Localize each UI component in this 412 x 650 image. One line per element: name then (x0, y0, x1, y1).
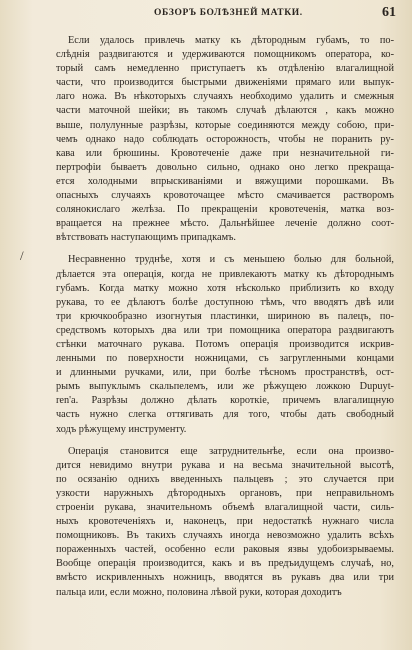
body-text (56, 34, 394, 600)
paragraph-gap (56, 245, 394, 253)
text-line: торый самъ немедленно приступаетъ къ отдѣленію влагалищной (56, 63, 394, 75)
text-line: ныхъ кровотеченіяхъ и, наконецъ, при недостаткѣ нужнаго числа (56, 516, 394, 528)
text-line: пальца или, если можно, половина лѣвой руки, которая доходитъ (56, 586, 342, 598)
text-line: дится невидимо внутри рукава и на весьма значительной высотѣ, (56, 459, 394, 471)
running-title: ОБЗОРЪ БОЛѢЗНЕЙ МАТКИ. (154, 8, 303, 18)
text-line: стѣнки маточнаго рукава. Потомъ операція производится искрив- (56, 338, 394, 350)
text-line: части, что производится быстрыми движеніями прямаго или выпук- (56, 77, 394, 89)
text-line: вмѣсто искривленныхъ ножницъ, вводятся въ рукавъ два или три (56, 572, 394, 584)
text-line: Вообще операція производится, какъ и въ предъидущемъ случаѣ, но, (56, 558, 394, 570)
text-line: лаго ножа. Въ нѣкоторыхъ случаяхъ необходимо удалить и смежныя (56, 91, 394, 103)
text-line: по осязанію однихъ введенныхъ пальцевъ ; это случается при (56, 473, 394, 485)
text-line: вѣтствовать наступающимъ припадкамъ. (56, 232, 236, 244)
text-line: части маточной шейки; въ такомъ случаѣ дѣлаются , какъ можно (56, 105, 394, 117)
text-line: помощниковъ. Въ такихъ случаяхъ иногда невозможно удалить всѣхъ (56, 530, 394, 542)
paragraph (56, 34, 394, 245)
text-line: ren'а. Разрѣзы должно дѣлать короткіе, причемъ влагалищную (56, 395, 394, 407)
paragraph-gap (56, 437, 394, 445)
running-header (56, 6, 404, 22)
text-line: средствомъ которыхъ два или три помощника оператора раздвигаютъ (56, 324, 394, 336)
text-line: солянокислаго желѣза. По прекращеніи кровотеченія, матка воз- (56, 204, 394, 216)
paragraph (56, 253, 394, 436)
text-line: вращается на прежнее мѣсто. Дальнѣйшее леченіе должно соот- (56, 218, 394, 230)
text-line: строеніи рукава, значительномъ объемѣ влагалищной части, силь- (56, 502, 394, 513)
text-line: губамъ. Когда матку можно хотя нѣсколько приблизить ко входу (56, 282, 394, 294)
margin-pencil-mark: / (20, 248, 24, 263)
text-line: ется холодными впрыскиваніями и вяжущими порошками. Въ (56, 175, 394, 187)
text-line: опасныхъ случаяхъ кровоточащее мѣсто смачивается растворомъ (56, 190, 394, 202)
text-line: и длинными ручками, или, при болѣе тѣсномъ пространствѣ, ост- (56, 367, 394, 379)
page-number: 61 (382, 5, 396, 20)
text-line: пертрофіи бываетъ довольно сильно, однако оно легко прекраща- (56, 161, 394, 173)
text-line: ленными по поверхности ножницами, съ загругленными концами (56, 353, 394, 365)
text-line: чемъ однако надо соблюдать осторожность, чтобы не поранить ру- (56, 133, 394, 145)
text-line: Операція становится еще затруднительнѣе, если она произво- (68, 445, 394, 457)
text-line: слѣднія раздвигаются и удерживаются помощникомъ оператора, ко- (56, 49, 394, 61)
text-line: часть нужно слегка оттягивать для того, чтобы дать свободный (56, 409, 394, 421)
text-line: ходъ рѣжущему инструменту. (56, 423, 187, 435)
text-line: дѣлается эта операція, когда не привлекаютъ матку къ дѣтороднымъ (56, 268, 394, 280)
text-line: пораженныхъ частей, особенно если раковыя язвы удобоизрываемы. (56, 544, 394, 556)
text-line: рукава, то ее дѣлаютъ болѣе доступною тѣмъ, что вводятъ двѣ или (56, 296, 394, 308)
text-line: Если удалось привлечь матку къ дѣтородным губамъ, то по- (68, 35, 394, 46)
text-line: Несравненно труднѣе, хотя и съ меньшею болью для больной, (68, 254, 394, 266)
text-line: узкости наружныхъ дѣтородныхъ органовъ, при неправильномъ (56, 487, 394, 499)
text-line: рымъ выпуклымъ скальпелемъ, или же рѣжущею ложкою Dupuyt- (56, 381, 394, 393)
paragraph (56, 445, 394, 600)
text-line: кава или брюшины. Кровотеченіе даже при незначительной ги- (56, 147, 394, 159)
text-line: выше, полулунные разрѣзы, которые соединяются между собою, при- (56, 119, 394, 131)
text-line: три крючкообразно изогнутыя пластинки, шириною въ палецъ, по- (56, 310, 394, 322)
